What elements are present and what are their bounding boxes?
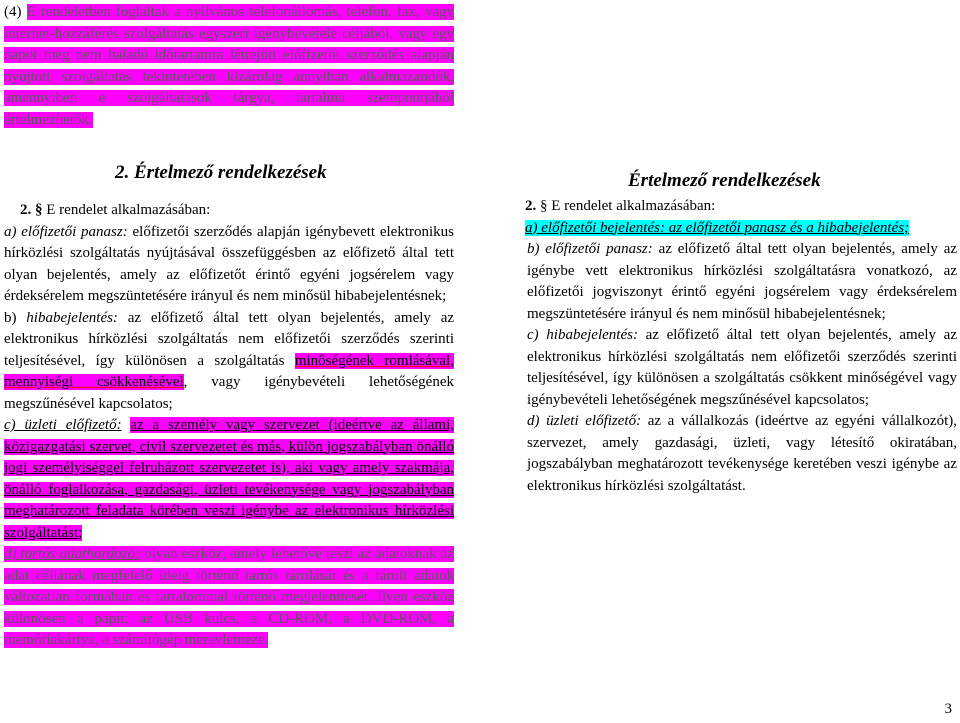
right-definitions <box>509 196 957 497</box>
definition-c <box>509 325 957 411</box>
left-definitions <box>4 200 454 652</box>
term-c: c) üzleti előfizető: <box>4 417 122 433</box>
definition-d-text: az a vállalkozás (ideértve az egyéni vállalkozót), szervezet, amely gazdasági, üzleti, vagy létesítő okiratában, jogszabályban meghatározott tevékenysége keretében veszi igénybe az elektronikus hírközlési szolgáltatást. <box>527 413 957 494</box>
definition-a-text: előfizetői szerződés alapján igénybevett elektronikus hírközlési szolgáltatás nyújtásával összefüggésben az előfizető által tett olyan bejelentés, amely az előfizetőt érintő egyéni jogsérelem vagy érdeksérelem megszüntetésére irányul és nem minősül hibabejelentésnek; <box>4 223 454 304</box>
highlighted-text: E rendeletben foglaltak a nyilvános telefonállomás, telefon, fax, vagy internet-hozzáférés szolgáltatás egyszeri igénybevétele céljából, vagy egy napot meg nem haladó időtartamra létrejött előfizetői szerződés alapján nyújtott szolgáltatás tekintetében kizárólag annyiban alkalmazandók, amennyiben e szolgáltatások tárgya, tartalma szempontjából értelmezhetők. <box>4 4 454 128</box>
highlighted-text: olyan eszköz, amely lehetővé teszi az adatoknak az adat céljának megfelelő ideig történő tartós tárolását és a tárolt adatok változatlan formában és tartalommal történő megjelenítését. Ilyen eszköz különösen a papír, az USB kulcs, a CD-ROM, a DVD-ROM, a memóriakártya, a számítógép merevlemeze. <box>4 546 454 648</box>
label-b: b) <box>4 309 27 326</box>
paragraph-4 <box>4 2 454 131</box>
page-number: 3 <box>944 701 952 717</box>
definition-b <box>509 239 957 325</box>
definition-a <box>509 218 957 240</box>
definition-b-text: az előfizető által tett olyan bejelentés, amely az igénybe vett elektronikus hírközlési szolgáltatásra vonatkozó, az előfizetői jogviszonyt érintő egyéni jogsérelem vagy érdeksérelem megszüntetésére irányul és nem minősül hibabejelentésnek; <box>527 241 958 322</box>
section-number: 2. <box>525 198 537 214</box>
left-column <box>4 2 454 131</box>
right-section-heading: Értelmező rendelkezések <box>628 170 821 191</box>
intro-line <box>509 196 957 218</box>
term-c: c) hibabejelentés: <box>527 327 638 343</box>
highlighted-text: minőségének romlásával, mennyiségi csökkenésével <box>4 352 454 390</box>
highlighted-text: az a személy vagy szervezet (ideértve az állami, közigazgatási szervet, civil szervezetet és más, külön jogszabályban önálló jogi személyiséggel felruházott szervezetet is), aki vagy amely szakmája, önálló foglalkozása, gazdasági, üzleti tevékenysége vagy jogszabályban meghatározott feladata körében veszi igénybe az elektronikus hírközlési szolgáltatást; <box>4 417 454 541</box>
paragraph-number: (4) <box>4 4 27 20</box>
definition-c-text: az előfizető által tett olyan bejelentés, amely az elektronikus hírközlési szolgáltatás nem előfizetői szerződés szerinti teljesítésével, így különösen a szolgáltatás csökkent minőségével vagy igénybevételi lehetőségének megszűnésével kapcsolatos; <box>527 327 957 408</box>
definition-d <box>509 411 957 497</box>
section-number: 2. § <box>20 202 43 218</box>
term-a: a) előfizetői panasz: <box>4 223 128 240</box>
definition-b <box>4 308 454 416</box>
term-b: b) előfizetői panasz: <box>527 241 653 257</box>
intro-text: E rendelet alkalmazásában: <box>547 198 716 214</box>
intro-text: E rendelet alkalmazásában: <box>42 202 211 218</box>
intro-line <box>4 200 454 222</box>
definition-d <box>4 544 454 652</box>
left-section-heading: 2. Értelmező rendelkezések <box>115 162 327 183</box>
definition-b-text: az előfizető által tett olyan bejelentés, amely az elektronikus hírközlési szolgáltatás nem előfizetői szerződés szerinti teljesítésével, így különösen a szolgáltatás <box>4 309 455 369</box>
definition-b-text-end: , vagy igénybevételi lehetőségének megszűnésével kapcsolatos; <box>4 374 454 412</box>
section-sign: § <box>536 198 548 214</box>
definition-a <box>4 222 454 308</box>
term-d: d) tartós adathordozó: <box>4 546 141 562</box>
definition-c <box>4 415 454 544</box>
highlighted-text: a) előfizetői bejelentés: az előfizetői panasz és a hibabejelentés; <box>525 219 910 236</box>
term-b: hibabejelentés: <box>26 309 118 326</box>
term-d: d) üzleti előfizető: <box>527 413 642 429</box>
